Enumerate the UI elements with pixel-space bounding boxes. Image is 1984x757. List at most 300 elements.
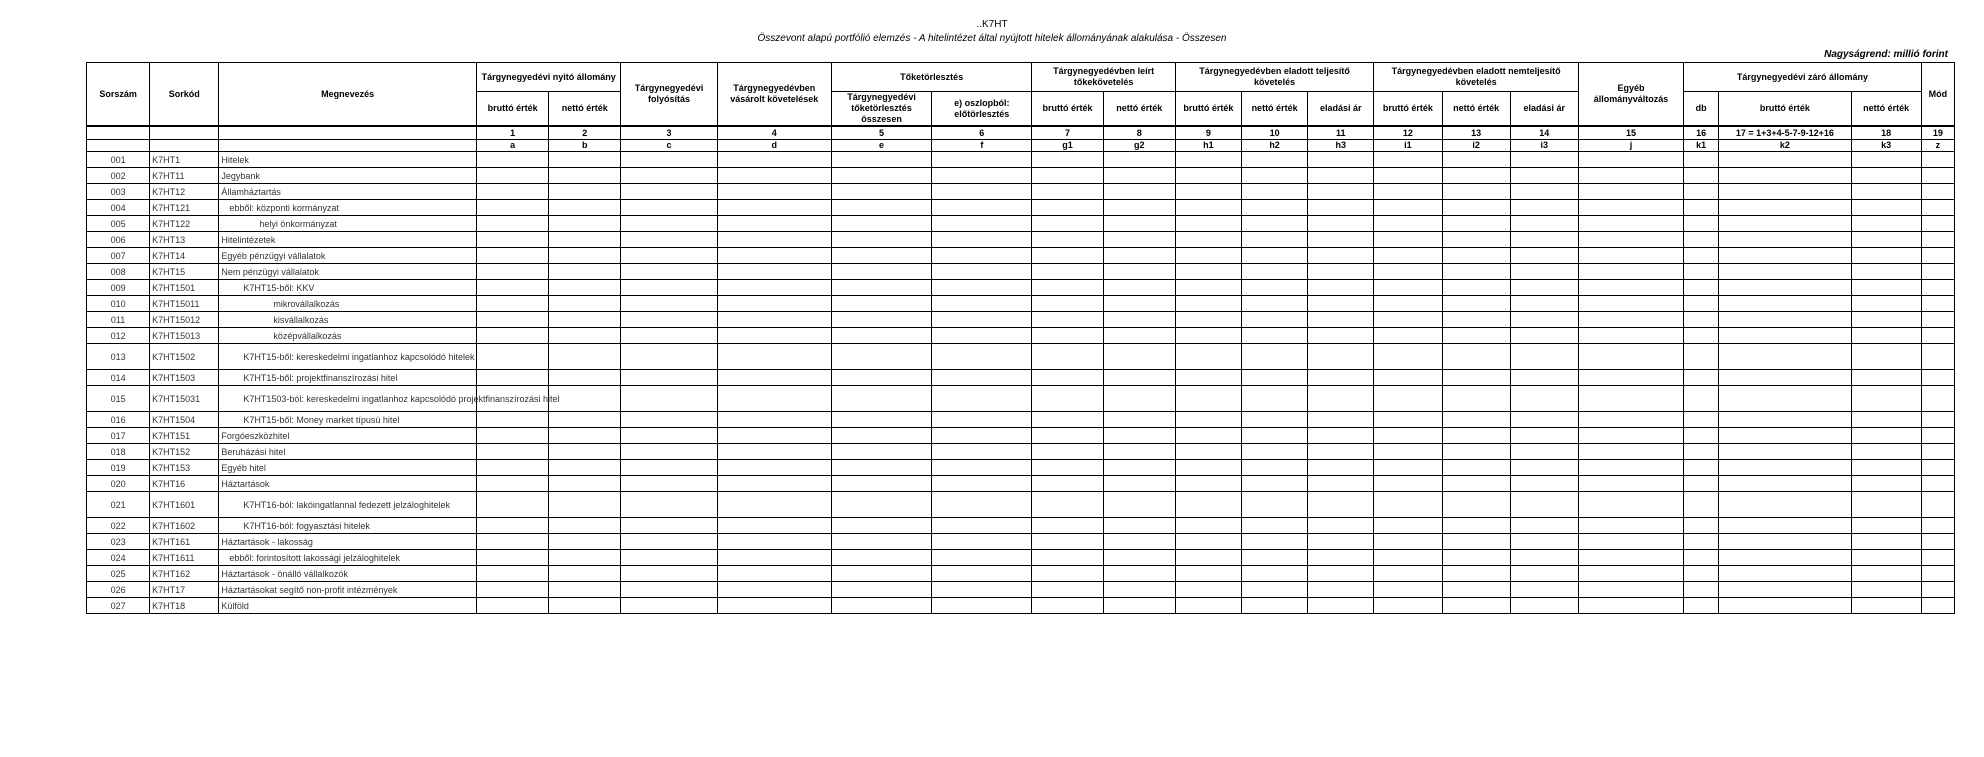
data-cell[interactable] xyxy=(1510,428,1578,444)
data-cell[interactable] xyxy=(717,296,831,312)
data-cell[interactable] xyxy=(1103,152,1175,168)
data-cell[interactable] xyxy=(549,598,621,614)
data-cell[interactable] xyxy=(1578,344,1683,370)
data-cell[interactable] xyxy=(1103,598,1175,614)
data-cell[interactable] xyxy=(1308,518,1374,534)
data-cell[interactable] xyxy=(831,216,931,232)
data-cell[interactable] xyxy=(1241,264,1307,280)
data-cell[interactable] xyxy=(717,328,831,344)
data-cell[interactable] xyxy=(549,566,621,582)
data-cell[interactable] xyxy=(1175,370,1241,386)
data-cell[interactable] xyxy=(1032,232,1103,248)
data-cell[interactable] xyxy=(477,460,549,476)
data-cell[interactable] xyxy=(1032,152,1103,168)
data-cell[interactable] xyxy=(932,248,1032,264)
data-cell[interactable] xyxy=(1510,492,1578,518)
data-cell[interactable] xyxy=(621,370,717,386)
data-cell[interactable] xyxy=(1578,476,1683,492)
data-cell[interactable] xyxy=(1510,328,1578,344)
data-cell[interactable] xyxy=(477,428,549,444)
data-cell[interactable] xyxy=(1103,184,1175,200)
data-cell[interactable] xyxy=(1510,184,1578,200)
data-cell[interactable] xyxy=(1442,492,1510,518)
data-cell[interactable] xyxy=(1241,216,1307,232)
data-cell[interactable] xyxy=(1578,566,1683,582)
data-cell[interactable] xyxy=(831,264,931,280)
data-cell[interactable] xyxy=(1442,264,1510,280)
data-cell[interactable] xyxy=(549,168,621,184)
data-cell[interactable] xyxy=(1684,534,1719,550)
data-cell[interactable] xyxy=(932,386,1032,412)
data-cell[interactable] xyxy=(1921,232,1954,248)
data-cell[interactable] xyxy=(1578,232,1683,248)
data-cell[interactable] xyxy=(1578,534,1683,550)
data-cell[interactable] xyxy=(1308,216,1374,232)
data-cell[interactable] xyxy=(1032,444,1103,460)
data-cell[interactable] xyxy=(1308,328,1374,344)
data-cell[interactable] xyxy=(1719,582,1851,598)
data-cell[interactable] xyxy=(1684,444,1719,460)
data-cell[interactable] xyxy=(1374,412,1442,428)
data-cell[interactable] xyxy=(1684,386,1719,412)
data-cell[interactable] xyxy=(1442,370,1510,386)
data-cell[interactable] xyxy=(1241,152,1307,168)
data-cell[interactable] xyxy=(1921,518,1954,534)
data-cell[interactable] xyxy=(1684,200,1719,216)
data-cell[interactable] xyxy=(1684,370,1719,386)
data-cell[interactable] xyxy=(1921,328,1954,344)
data-cell[interactable] xyxy=(932,280,1032,296)
data-cell[interactable] xyxy=(621,232,717,248)
data-cell[interactable] xyxy=(717,248,831,264)
data-cell[interactable] xyxy=(1578,328,1683,344)
data-cell[interactable] xyxy=(1374,264,1442,280)
data-cell[interactable] xyxy=(1578,248,1683,264)
data-cell[interactable] xyxy=(831,168,931,184)
data-cell[interactable] xyxy=(1921,168,1954,184)
data-cell[interactable] xyxy=(1308,598,1374,614)
data-cell[interactable] xyxy=(1175,216,1241,232)
data-cell[interactable] xyxy=(1921,184,1954,200)
data-cell[interactable] xyxy=(549,152,621,168)
data-cell[interactable] xyxy=(1374,598,1442,614)
data-cell[interactable] xyxy=(1510,168,1578,184)
data-cell[interactable] xyxy=(932,550,1032,566)
data-cell[interactable] xyxy=(1921,370,1954,386)
data-cell[interactable] xyxy=(1684,518,1719,534)
data-cell[interactable] xyxy=(1921,476,1954,492)
data-cell[interactable] xyxy=(1032,248,1103,264)
data-cell[interactable] xyxy=(1032,280,1103,296)
data-cell[interactable] xyxy=(621,216,717,232)
data-cell[interactable] xyxy=(549,550,621,566)
data-cell[interactable] xyxy=(1241,280,1307,296)
data-cell[interactable] xyxy=(1103,386,1175,412)
data-cell[interactable] xyxy=(1032,168,1103,184)
data-cell[interactable] xyxy=(932,518,1032,534)
data-cell[interactable] xyxy=(477,492,549,518)
data-cell[interactable] xyxy=(549,312,621,328)
data-cell[interactable] xyxy=(831,582,931,598)
data-cell[interactable] xyxy=(717,444,831,460)
data-cell[interactable] xyxy=(1719,386,1851,412)
data-cell[interactable] xyxy=(717,598,831,614)
data-cell[interactable] xyxy=(1308,534,1374,550)
data-cell[interactable] xyxy=(831,344,931,370)
data-cell[interactable] xyxy=(1851,232,1921,248)
data-cell[interactable] xyxy=(1308,232,1374,248)
data-cell[interactable] xyxy=(1175,460,1241,476)
data-cell[interactable] xyxy=(1103,168,1175,184)
data-cell[interactable] xyxy=(932,312,1032,328)
data-cell[interactable] xyxy=(1374,428,1442,444)
data-cell[interactable] xyxy=(1175,444,1241,460)
data-cell[interactable] xyxy=(1921,296,1954,312)
data-cell[interactable] xyxy=(717,184,831,200)
data-cell[interactable] xyxy=(549,412,621,428)
data-cell[interactable] xyxy=(1851,444,1921,460)
data-cell[interactable] xyxy=(1510,200,1578,216)
data-cell[interactable] xyxy=(932,184,1032,200)
data-cell[interactable] xyxy=(1921,582,1954,598)
data-cell[interactable] xyxy=(1103,518,1175,534)
data-cell[interactable] xyxy=(1921,386,1954,412)
data-cell[interactable] xyxy=(1374,444,1442,460)
data-cell[interactable] xyxy=(1921,344,1954,370)
data-cell[interactable] xyxy=(1103,344,1175,370)
data-cell[interactable] xyxy=(1510,550,1578,566)
data-cell[interactable] xyxy=(831,152,931,168)
data-cell[interactable] xyxy=(1684,428,1719,444)
data-cell[interactable] xyxy=(477,344,549,370)
data-cell[interactable] xyxy=(1374,492,1442,518)
data-cell[interactable] xyxy=(932,428,1032,444)
data-cell[interactable] xyxy=(1032,582,1103,598)
data-cell[interactable] xyxy=(477,328,549,344)
data-cell[interactable] xyxy=(477,168,549,184)
data-cell[interactable] xyxy=(1510,344,1578,370)
data-cell[interactable] xyxy=(549,280,621,296)
data-cell[interactable] xyxy=(1175,412,1241,428)
data-cell[interactable] xyxy=(1442,598,1510,614)
data-cell[interactable] xyxy=(831,566,931,582)
data-cell[interactable] xyxy=(1032,492,1103,518)
data-cell[interactable] xyxy=(932,328,1032,344)
data-cell[interactable] xyxy=(1374,248,1442,264)
data-cell[interactable] xyxy=(1103,428,1175,444)
data-cell[interactable] xyxy=(1241,412,1307,428)
data-cell[interactable] xyxy=(1175,184,1241,200)
data-cell[interactable] xyxy=(1374,534,1442,550)
data-cell[interactable] xyxy=(932,168,1032,184)
data-cell[interactable] xyxy=(1851,534,1921,550)
data-cell[interactable] xyxy=(1684,328,1719,344)
data-cell[interactable] xyxy=(1308,582,1374,598)
data-cell[interactable] xyxy=(621,200,717,216)
data-cell[interactable] xyxy=(932,370,1032,386)
data-cell[interactable] xyxy=(717,168,831,184)
data-cell[interactable] xyxy=(932,492,1032,518)
data-cell[interactable] xyxy=(1719,370,1851,386)
data-cell[interactable] xyxy=(1851,550,1921,566)
data-cell[interactable] xyxy=(1442,344,1510,370)
data-cell[interactable] xyxy=(1578,428,1683,444)
data-cell[interactable] xyxy=(717,370,831,386)
data-cell[interactable] xyxy=(1719,518,1851,534)
data-cell[interactable] xyxy=(1103,328,1175,344)
data-cell[interactable] xyxy=(1241,200,1307,216)
data-cell[interactable] xyxy=(549,184,621,200)
data-cell[interactable] xyxy=(1921,312,1954,328)
data-cell[interactable] xyxy=(1175,476,1241,492)
data-cell[interactable] xyxy=(549,444,621,460)
data-cell[interactable] xyxy=(1175,534,1241,550)
data-cell[interactable] xyxy=(621,328,717,344)
data-cell[interactable] xyxy=(1442,312,1510,328)
data-cell[interactable] xyxy=(477,200,549,216)
data-cell[interactable] xyxy=(1374,476,1442,492)
data-cell[interactable] xyxy=(1921,412,1954,428)
data-cell[interactable] xyxy=(1308,412,1374,428)
data-cell[interactable] xyxy=(717,428,831,444)
data-cell[interactable] xyxy=(1510,566,1578,582)
data-cell[interactable] xyxy=(1851,216,1921,232)
data-cell[interactable] xyxy=(1719,184,1851,200)
data-cell[interactable] xyxy=(932,582,1032,598)
data-cell[interactable] xyxy=(621,598,717,614)
data-cell[interactable] xyxy=(1510,386,1578,412)
data-cell[interactable] xyxy=(1308,248,1374,264)
data-cell[interactable] xyxy=(1175,248,1241,264)
data-cell[interactable] xyxy=(1851,370,1921,386)
data-cell[interactable] xyxy=(1719,344,1851,370)
data-cell[interactable] xyxy=(1175,344,1241,370)
data-cell[interactable] xyxy=(549,582,621,598)
data-cell[interactable] xyxy=(1921,200,1954,216)
data-cell[interactable] xyxy=(549,386,621,412)
data-cell[interactable] xyxy=(1684,566,1719,582)
data-cell[interactable] xyxy=(1578,550,1683,566)
data-cell[interactable] xyxy=(1175,550,1241,566)
data-cell[interactable] xyxy=(1103,492,1175,518)
data-cell[interactable] xyxy=(1175,518,1241,534)
data-cell[interactable] xyxy=(1921,264,1954,280)
data-cell[interactable] xyxy=(1921,280,1954,296)
data-cell[interactable] xyxy=(1241,582,1307,598)
data-cell[interactable] xyxy=(1719,598,1851,614)
data-cell[interactable] xyxy=(621,386,717,412)
data-cell[interactable] xyxy=(1374,216,1442,232)
data-cell[interactable] xyxy=(1578,312,1683,328)
data-cell[interactable] xyxy=(549,344,621,370)
data-cell[interactable] xyxy=(1719,152,1851,168)
data-cell[interactable] xyxy=(1578,598,1683,614)
data-cell[interactable] xyxy=(932,534,1032,550)
data-cell[interactable] xyxy=(621,476,717,492)
data-cell[interactable] xyxy=(621,428,717,444)
data-cell[interactable] xyxy=(1719,248,1851,264)
data-cell[interactable] xyxy=(1719,476,1851,492)
data-cell[interactable] xyxy=(1921,152,1954,168)
data-cell[interactable] xyxy=(1032,184,1103,200)
data-cell[interactable] xyxy=(1374,582,1442,598)
data-cell[interactable] xyxy=(1241,566,1307,582)
data-cell[interactable] xyxy=(1510,232,1578,248)
data-cell[interactable] xyxy=(717,344,831,370)
data-cell[interactable] xyxy=(1719,412,1851,428)
data-cell[interactable] xyxy=(477,412,549,428)
data-cell[interactable] xyxy=(1578,152,1683,168)
data-cell[interactable] xyxy=(1442,460,1510,476)
data-cell[interactable] xyxy=(1851,386,1921,412)
data-cell[interactable] xyxy=(1103,370,1175,386)
data-cell[interactable] xyxy=(831,296,931,312)
data-cell[interactable] xyxy=(1175,312,1241,328)
data-cell[interactable] xyxy=(1308,476,1374,492)
data-cell[interactable] xyxy=(1851,412,1921,428)
data-cell[interactable] xyxy=(1578,492,1683,518)
data-cell[interactable] xyxy=(1374,296,1442,312)
data-cell[interactable] xyxy=(1578,264,1683,280)
data-cell[interactable] xyxy=(1374,200,1442,216)
data-cell[interactable] xyxy=(1921,550,1954,566)
data-cell[interactable] xyxy=(1851,566,1921,582)
data-cell[interactable] xyxy=(932,476,1032,492)
data-cell[interactable] xyxy=(549,370,621,386)
data-cell[interactable] xyxy=(1510,280,1578,296)
data-cell[interactable] xyxy=(831,280,931,296)
data-cell[interactable] xyxy=(1103,582,1175,598)
data-cell[interactable] xyxy=(1442,476,1510,492)
data-cell[interactable] xyxy=(549,232,621,248)
data-cell[interactable] xyxy=(477,550,549,566)
data-cell[interactable] xyxy=(1175,264,1241,280)
data-cell[interactable] xyxy=(831,476,931,492)
data-cell[interactable] xyxy=(1510,460,1578,476)
data-cell[interactable] xyxy=(831,370,931,386)
data-cell[interactable] xyxy=(1719,550,1851,566)
data-cell[interactable] xyxy=(717,476,831,492)
data-cell[interactable] xyxy=(1578,200,1683,216)
data-cell[interactable] xyxy=(831,460,931,476)
data-cell[interactable] xyxy=(477,444,549,460)
data-cell[interactable] xyxy=(717,550,831,566)
data-cell[interactable] xyxy=(1684,168,1719,184)
data-cell[interactable] xyxy=(1308,566,1374,582)
data-cell[interactable] xyxy=(1510,216,1578,232)
data-cell[interactable] xyxy=(1308,280,1374,296)
data-cell[interactable] xyxy=(1241,248,1307,264)
data-cell[interactable] xyxy=(1374,344,1442,370)
data-cell[interactable] xyxy=(1442,184,1510,200)
data-cell[interactable] xyxy=(1175,566,1241,582)
data-cell[interactable] xyxy=(1578,184,1683,200)
data-cell[interactable] xyxy=(831,184,931,200)
data-cell[interactable] xyxy=(1241,518,1307,534)
data-cell[interactable] xyxy=(1921,460,1954,476)
data-cell[interactable] xyxy=(1851,312,1921,328)
data-cell[interactable] xyxy=(1374,152,1442,168)
data-cell[interactable] xyxy=(1684,598,1719,614)
data-cell[interactable] xyxy=(1241,168,1307,184)
data-cell[interactable] xyxy=(1578,296,1683,312)
data-cell[interactable] xyxy=(549,518,621,534)
data-cell[interactable] xyxy=(621,492,717,518)
data-cell[interactable] xyxy=(1510,476,1578,492)
data-cell[interactable] xyxy=(1578,386,1683,412)
data-cell[interactable] xyxy=(717,152,831,168)
data-cell[interactable] xyxy=(932,460,1032,476)
data-cell[interactable] xyxy=(1032,296,1103,312)
data-cell[interactable] xyxy=(1684,412,1719,428)
data-cell[interactable] xyxy=(1442,444,1510,460)
data-cell[interactable] xyxy=(1103,534,1175,550)
data-cell[interactable] xyxy=(1921,216,1954,232)
data-cell[interactable] xyxy=(1510,534,1578,550)
data-cell[interactable] xyxy=(1442,534,1510,550)
data-cell[interactable] xyxy=(932,264,1032,280)
data-cell[interactable] xyxy=(1374,312,1442,328)
data-cell[interactable] xyxy=(1719,428,1851,444)
data-cell[interactable] xyxy=(1308,184,1374,200)
data-cell[interactable] xyxy=(1308,168,1374,184)
data-cell[interactable] xyxy=(717,566,831,582)
data-cell[interactable] xyxy=(717,264,831,280)
data-cell[interactable] xyxy=(1719,534,1851,550)
data-cell[interactable] xyxy=(831,550,931,566)
data-cell[interactable] xyxy=(477,566,549,582)
data-cell[interactable] xyxy=(1719,232,1851,248)
data-cell[interactable] xyxy=(1032,370,1103,386)
data-cell[interactable] xyxy=(1684,476,1719,492)
data-cell[interactable] xyxy=(1684,460,1719,476)
data-cell[interactable] xyxy=(1241,534,1307,550)
data-cell[interactable] xyxy=(1241,476,1307,492)
data-cell[interactable] xyxy=(1175,152,1241,168)
data-cell[interactable] xyxy=(1032,328,1103,344)
data-cell[interactable] xyxy=(1032,200,1103,216)
data-cell[interactable] xyxy=(1175,582,1241,598)
data-cell[interactable] xyxy=(1308,492,1374,518)
data-cell[interactable] xyxy=(932,444,1032,460)
data-cell[interactable] xyxy=(549,534,621,550)
data-cell[interactable] xyxy=(1032,428,1103,444)
data-cell[interactable] xyxy=(1175,280,1241,296)
data-cell[interactable] xyxy=(1103,460,1175,476)
data-cell[interactable] xyxy=(1684,344,1719,370)
data-cell[interactable] xyxy=(1684,248,1719,264)
data-cell[interactable] xyxy=(1032,550,1103,566)
data-cell[interactable] xyxy=(1578,518,1683,534)
data-cell[interactable] xyxy=(1684,216,1719,232)
data-cell[interactable] xyxy=(1374,232,1442,248)
data-cell[interactable] xyxy=(1684,296,1719,312)
data-cell[interactable] xyxy=(717,412,831,428)
data-cell[interactable] xyxy=(477,296,549,312)
data-cell[interactable] xyxy=(621,184,717,200)
data-cell[interactable] xyxy=(621,264,717,280)
data-cell[interactable] xyxy=(1851,248,1921,264)
data-cell[interactable] xyxy=(831,386,931,412)
data-cell[interactable] xyxy=(1032,386,1103,412)
data-cell[interactable] xyxy=(1374,168,1442,184)
data-cell[interactable] xyxy=(1175,200,1241,216)
data-cell[interactable] xyxy=(477,216,549,232)
data-cell[interactable] xyxy=(1241,370,1307,386)
data-cell[interactable] xyxy=(1374,370,1442,386)
data-cell[interactable] xyxy=(1578,216,1683,232)
data-cell[interactable] xyxy=(831,232,931,248)
